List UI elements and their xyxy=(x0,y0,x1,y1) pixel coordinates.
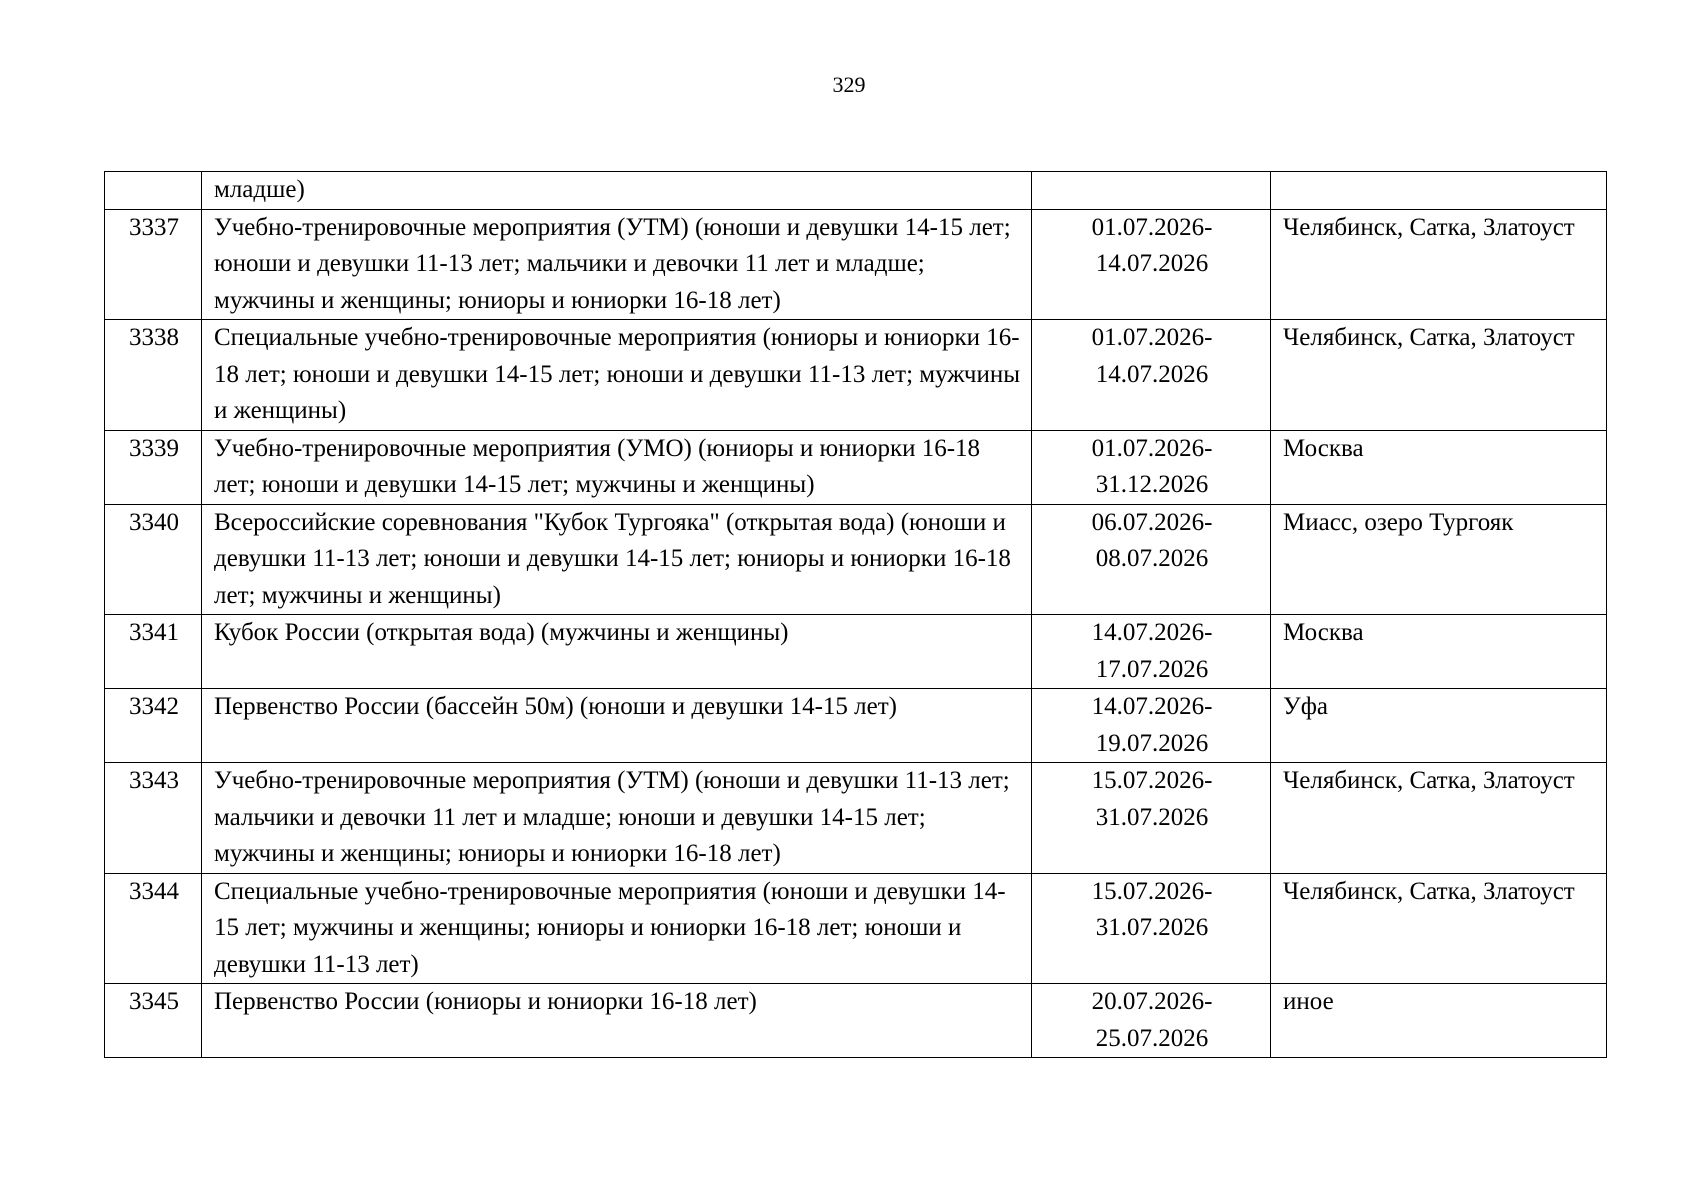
event-name: Специальные учебно-тренировочные мероприятия (юноши и девушки 14-15 лет; мужчины и женщины; юниоры и юниорки 16-18 лет; юноши и девушки 11-13 лет) xyxy=(202,873,1032,984)
date-end: 19.07.2026 xyxy=(1095,729,1209,757)
event-place: Челябинск, Сатка, Златоуст xyxy=(1271,763,1607,874)
date-end: 14.07.2026 xyxy=(1095,250,1209,277)
table-row xyxy=(105,209,1607,320)
event-place: Уфа xyxy=(1271,689,1607,763)
table-row xyxy=(105,763,1607,874)
date-start: 01.07.2026- xyxy=(1091,324,1213,351)
event-name: Специальные учебно-тренировочные мероприятия (юниоры и юниорки 16-18 лет; юноши и девушки 14-15 лет; юноши и девушки 11-13 лет; мужчины и женщины) xyxy=(202,320,1032,431)
event-dates xyxy=(1032,873,1271,984)
table-row xyxy=(105,430,1607,504)
date-start: 20.07.2026- xyxy=(1091,988,1213,1015)
table-row xyxy=(105,984,1607,1058)
date-end: 31.12.2026 xyxy=(1095,471,1209,498)
event-place: Москва xyxy=(1271,430,1607,504)
date-start: 01.07.2026- xyxy=(1091,434,1213,462)
page-number: 329 xyxy=(832,72,866,97)
event-dates xyxy=(1032,172,1271,210)
event-place: иное xyxy=(1271,984,1607,1058)
event-name: Всероссийские соревнования "Кубок Тургояка" (открытая вода) (юноши и девушки 11-13 лет; юноши и девушки 14-15 лет; юниоры и юниорки 16-18 лет; мужчины и женщины) xyxy=(202,504,1032,615)
date-start: 15.07.2026- xyxy=(1091,767,1213,794)
event-place: Челябинск, Сатка, Златоуст xyxy=(1271,320,1607,431)
event-name: Первенство России (юниоры и юниорки 16-18 лет) xyxy=(202,984,1032,1058)
date-end: 17.07.2026 xyxy=(1095,655,1209,683)
event-name: Учебно-тренировочные мероприятия (УМО) (юниоры и юниорки 16-18 лет; юноши и девушки 14-15 лет; мужчины и женщины) xyxy=(202,430,1032,504)
event-name: Первенство России (бассейн 50м) (юноши и девушки 14-15 лет) xyxy=(202,689,1032,763)
table-row xyxy=(105,873,1607,984)
event-place xyxy=(1271,172,1607,210)
event-name: Кубок России (открытая вода) (мужчины и женщины) xyxy=(202,615,1032,689)
date-end: 25.07.2026 xyxy=(1095,1024,1209,1052)
table-row xyxy=(105,615,1607,689)
row-number: 3340 xyxy=(105,504,202,615)
row-number: 3342 xyxy=(105,689,202,763)
date-start: 06.07.2026- xyxy=(1091,508,1213,536)
event-dates xyxy=(1032,504,1271,615)
event-dates xyxy=(1032,430,1271,504)
event-dates xyxy=(1032,209,1271,320)
event-place: Челябинск, Сатка, Златоуст xyxy=(1271,209,1607,320)
row-number: 3337 xyxy=(105,209,202,320)
event-name: Учебно-тренировочные мероприятия (УТМ) (юноши и девушки 14-15 лет; юноши и девушки 11-13 лет; мальчики и девочки 11 лет и младше; мужчины и женщины; юниоры и юниорки 16-18 лет) xyxy=(202,209,1032,320)
table-row xyxy=(105,689,1607,763)
table-row xyxy=(105,320,1607,431)
row-number: 3338 xyxy=(105,320,202,431)
date-start: 01.07.2026- xyxy=(1091,213,1213,241)
row-number: 3344 xyxy=(105,873,202,984)
table-row xyxy=(105,504,1607,615)
event-dates xyxy=(1032,320,1271,431)
events-table xyxy=(104,171,1607,1058)
table-row xyxy=(105,172,1607,210)
event-dates xyxy=(1032,615,1271,689)
row-number: 3343 xyxy=(105,763,202,874)
date-start: 14.07.2026- xyxy=(1091,619,1213,646)
event-dates xyxy=(1032,689,1271,763)
row-number: 3341 xyxy=(105,615,202,689)
date-end: 08.07.2026 xyxy=(1095,545,1209,572)
event-dates xyxy=(1032,984,1271,1058)
row-number: 3339 xyxy=(105,430,202,504)
event-name: младше) xyxy=(202,172,1032,210)
event-place: Миасс, озеро Тургояк xyxy=(1271,504,1607,615)
event-place: Москва xyxy=(1271,615,1607,689)
date-end: 31.07.2026 xyxy=(1095,914,1209,941)
date-start: 15.07.2026- xyxy=(1091,877,1213,905)
date-end: 14.07.2026 xyxy=(1095,360,1209,388)
event-dates xyxy=(1032,763,1271,874)
event-name: Учебно-тренировочные мероприятия (УТМ) (юноши и девушки 11-13 лет; мальчики и девочки 11 лет и младше; юноши и девушки 14-15 лет; мужчины и женщины; юниоры и юниорки 16-18 лет) xyxy=(202,763,1032,874)
row-number: 3345 xyxy=(105,984,202,1058)
date-end: 31.07.2026 xyxy=(1095,803,1209,831)
row-number xyxy=(105,172,202,210)
event-place: Челябинск, Сатка, Златоуст xyxy=(1271,873,1607,984)
date-start: 14.07.2026- xyxy=(1091,693,1213,720)
